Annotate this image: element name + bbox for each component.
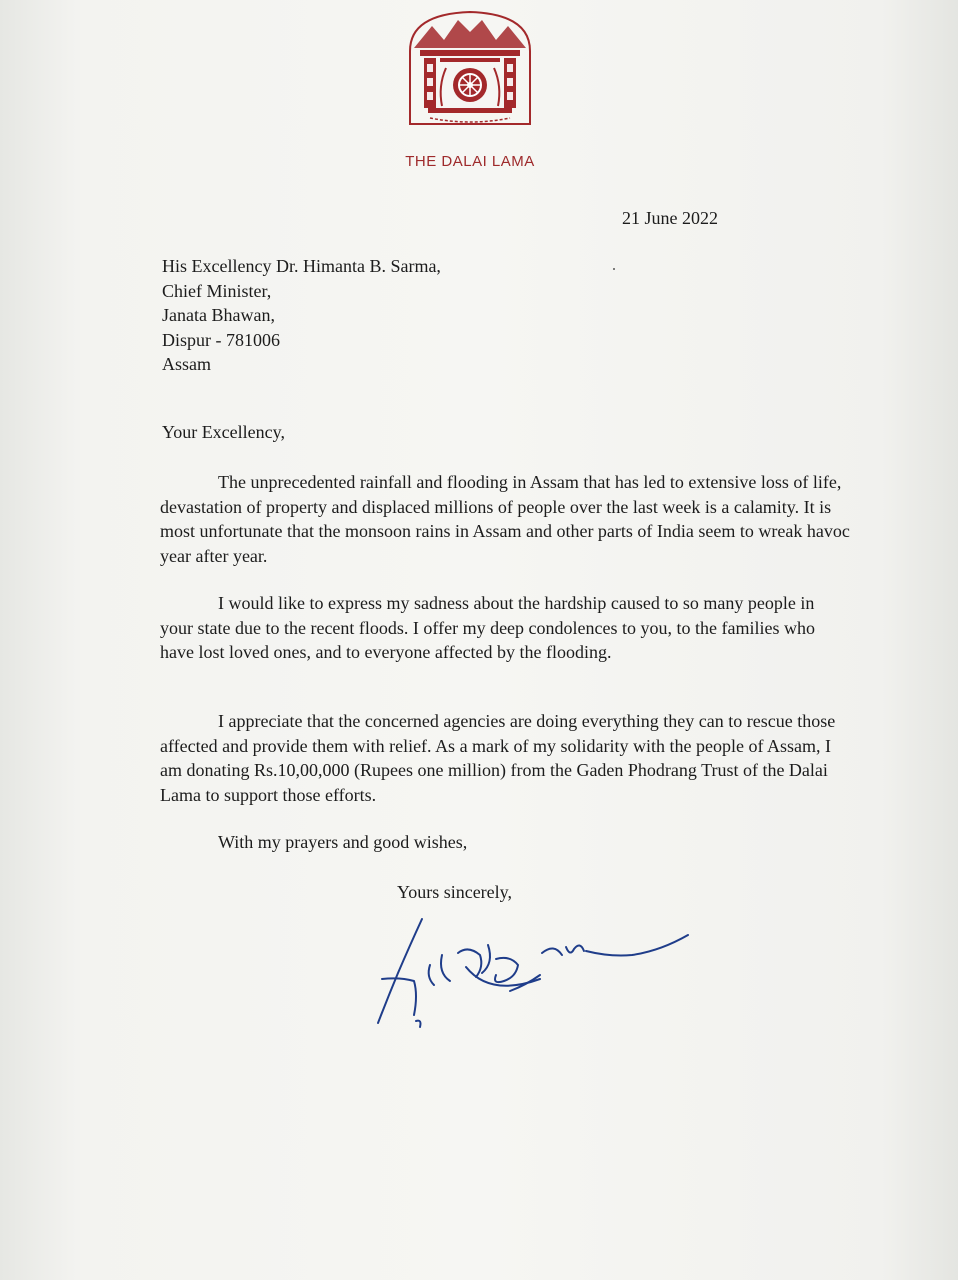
closing-line: With my prayers and good wishes, xyxy=(218,832,468,852)
body-paragraph: I would like to express my sadness about the hardship caused to so many people in your state due to the recent floods. I offer my deep condolences to you, to the families who have lost loved ones, and to everyone affected by the flooding. xyxy=(160,593,815,662)
recipient-line: Janata Bhawan, xyxy=(162,305,275,325)
body-paragraph: The unprecedented rainfall and flooding in Assam that has led to extensive loss of life, devastation of property and displaced millions of people over the last week is a calamity. It is most unfortunate that the monsoon rains in Assam and other parts of India seem to wreak havoc year after year. xyxy=(160,472,850,566)
signoff: Yours sincerely, xyxy=(397,882,512,902)
recipient-line: Assam xyxy=(162,354,211,374)
paper-speck xyxy=(613,268,615,270)
body-paragraph: I appreciate that the concerned agencies are doing everything they can to rescue those affected and provide them with relief. As a mark of my solidarity with the people of Assam, I am donating Rs.10,00,000 (Rupees one million) from the Gaden Phodrang Trust of the Dalai Lama to support those efforts. xyxy=(160,711,836,805)
recipient-line: Dispur - 781006 xyxy=(162,329,280,350)
letterhead-title: THE DALAI LAMA xyxy=(405,153,535,170)
signature-icon xyxy=(370,915,700,1030)
recipient-address xyxy=(162,254,441,377)
recipient-line: His Excellency Dr. Himanta B. Sarma, xyxy=(162,256,441,276)
letter-date: 21 June 2022 xyxy=(622,208,718,228)
seal-emblem-icon xyxy=(400,6,540,128)
salutation: Your Excellency, xyxy=(162,422,285,442)
recipient-line: Chief Minister, xyxy=(162,280,272,301)
